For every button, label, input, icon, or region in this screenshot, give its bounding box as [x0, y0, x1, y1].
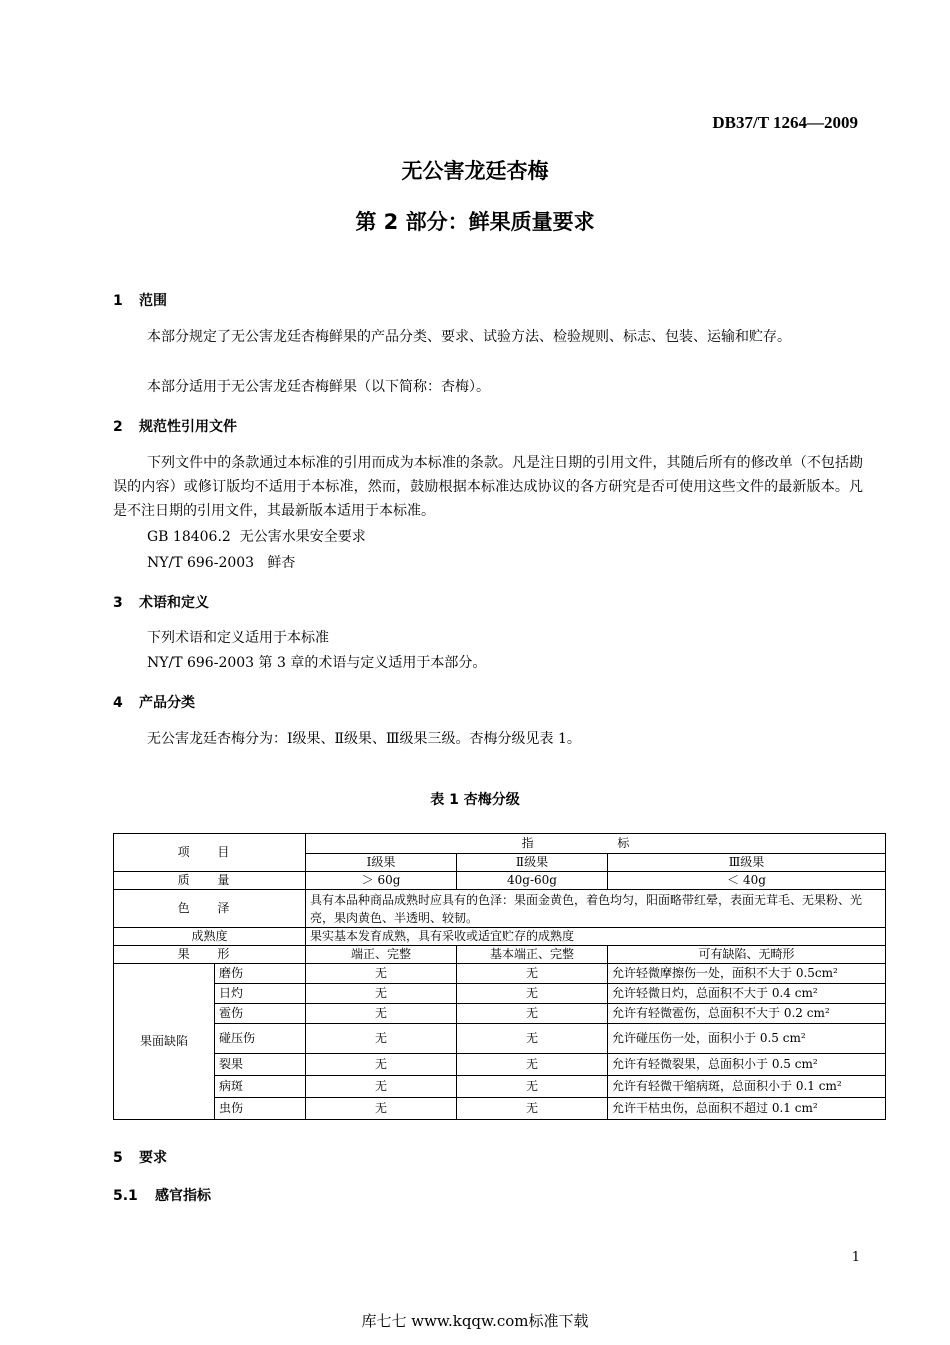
shape-grade-3: 可有缺陷、无畸形: [608, 946, 886, 964]
grade-table: [113, 833, 886, 1120]
defect-grade-3: 允许有轻微雹伤，总面积不大于 0.2 cm²: [608, 1004, 886, 1024]
defect-grade-3: 允许干枯虫伤，总面积不超过 0.1 cm²: [608, 1098, 886, 1120]
defect-grade-2: 无: [457, 984, 608, 1004]
document-subtitle: 第 2 部分：鲜果质量要求: [355, 210, 595, 234]
defect-grade-3: 允许轻微日灼，总面积不大于 0.4 cm²: [608, 984, 886, 1004]
defect-grade-3: 允许轻微摩擦伤一处，面积不大于 0.5cm²: [608, 964, 886, 984]
weight-grade-3: ＜ 40g: [608, 872, 886, 890]
defect-grade-2: 无: [457, 1076, 608, 1098]
defect-name: 病斑: [215, 1076, 306, 1098]
defect-name: 磨伤: [215, 964, 306, 984]
weight-grade-1: ＞ 60g: [306, 872, 457, 890]
maturity-value: 果实基本发育成熟，具有采收或适宜贮存的成熟度: [306, 928, 886, 946]
color-label: 色 泽: [114, 890, 306, 928]
defect-grade-1: 无: [306, 1024, 457, 1054]
grade-2-header: Ⅱ级果: [457, 854, 608, 872]
indicator-header: 指 标: [306, 834, 886, 854]
section-title: 感官指标: [155, 1188, 211, 1204]
section-4-heading: [113, 692, 195, 712]
footer-watermark: 库七七 www.kqqw.com标准下载: [361, 1312, 589, 1330]
section-number: 5: [113, 1150, 123, 1166]
defect-grade-1: 无: [306, 1054, 457, 1076]
section-2-paragraph-1: 下列文件中的条款通过本标准的引用而成为本标准的条款。凡是注日期的引用文件，其随后所有的修改单（不包括勘误的内容）或修订版均不适用于本标准，然而，鼓励根据本标准达成协议的各方研究是否可使用这些文件的最新版本。凡是不注日期的引用文件，其最新版本适用于本标准。: [113, 455, 863, 519]
shape-grade-1: 端正、完整: [306, 946, 457, 964]
section-number: 4: [113, 695, 123, 711]
section-title: 范围: [139, 293, 167, 309]
section-3-paragraph-2: NY/T 696-2003 第 3 章的术语与定义适用于本部分。: [147, 655, 487, 671]
section-2-heading: [113, 416, 237, 436]
color-value: 具有本品种商品成熟时应具有的色泽：果面金黄色，着色均匀，阳面略带红晕，表面无茸毛、无果粉、光亮，果肉黄色、半透明、较韧。: [306, 890, 886, 928]
shape-grade-2: 基本端正、完整: [457, 946, 608, 964]
defect-grade-3: 允许碰压伤一处，面积小于 0.5 cm²: [608, 1024, 886, 1054]
page-number: 1: [851, 1250, 860, 1265]
section-number: 1: [113, 293, 123, 309]
document-title: 无公害龙廷杏梅: [401, 159, 549, 183]
reference-1: GB 18406.2 无公害水果安全要求: [147, 529, 366, 545]
section-5-heading: [113, 1147, 167, 1167]
section-1-heading: [113, 290, 167, 310]
section-1-paragraph-1: 本部分规定了无公害龙廷杏梅鲜果的产品分类、要求、试验方法、检验规则、标志、包装、运输和贮存。: [147, 329, 791, 345]
defect-grade-1: 无: [306, 1076, 457, 1098]
section-title: 要求: [139, 1150, 167, 1166]
defect-grade-2: 无: [457, 1004, 608, 1024]
section-3-heading: [113, 592, 209, 612]
maturity-label: 成熟度: [114, 928, 306, 946]
defect-grade-1: 无: [306, 984, 457, 1004]
grade-1-header: Ⅰ级果: [306, 854, 457, 872]
defect-grade-2: 无: [457, 1024, 608, 1054]
section-title: 规范性引用文件: [139, 419, 237, 435]
defect-name: 碰压伤: [215, 1024, 306, 1054]
section-4-paragraph-1: 无公害龙廷杏梅分为：Ⅰ级果、Ⅱ级果、Ⅲ级果三级。杏梅分级见表 1。: [147, 731, 581, 747]
defect-name: 日灼: [215, 984, 306, 1004]
section-number: 2: [113, 419, 123, 435]
reference-2: NY/T 696-2003 鲜杏: [147, 555, 296, 571]
defect-grade-2: 无: [457, 964, 608, 984]
section-title: 术语和定义: [139, 595, 209, 611]
defect-name: 裂果: [215, 1054, 306, 1076]
section-number: 5.1: [113, 1188, 138, 1204]
defect-grade-3: 允许有轻微裂果，总面积小于 0.5 cm²: [608, 1054, 886, 1076]
shape-label: 果 形: [114, 946, 306, 964]
grade-3-header: Ⅲ级果: [608, 854, 886, 872]
section-1-paragraph-2: 本部分适用于无公害龙廷杏梅鲜果（以下简称：杏梅）。: [147, 379, 490, 395]
defect-grade-1: 无: [306, 1098, 457, 1120]
weight-label: 质 量: [114, 872, 306, 890]
defects-label: 果面缺陷: [114, 964, 215, 1120]
defect-grade-1: 无: [306, 1004, 457, 1024]
section-3-paragraph-1: 下列术语和定义适用于本标准: [147, 630, 329, 646]
defect-name: 雹伤: [215, 1004, 306, 1024]
section-5-1-heading: [113, 1185, 211, 1205]
defect-grade-2: 无: [457, 1054, 608, 1076]
defect-grade-1: 无: [306, 964, 457, 984]
section-title: 产品分类: [139, 695, 195, 711]
defect-name: 虫伤: [215, 1098, 306, 1120]
table-caption: 表 1 杏梅分级: [430, 792, 520, 808]
defect-grade-3: 允许有轻微干缩病斑，总面积小于 0.1 cm²: [608, 1076, 886, 1098]
item-header: 项 目: [114, 834, 306, 872]
defect-grade-2: 无: [457, 1098, 608, 1120]
weight-grade-2: 40g-60g: [457, 872, 608, 890]
section-number: 3: [113, 595, 123, 611]
standard-code: DB37/T 1264—2009: [712, 113, 858, 132]
